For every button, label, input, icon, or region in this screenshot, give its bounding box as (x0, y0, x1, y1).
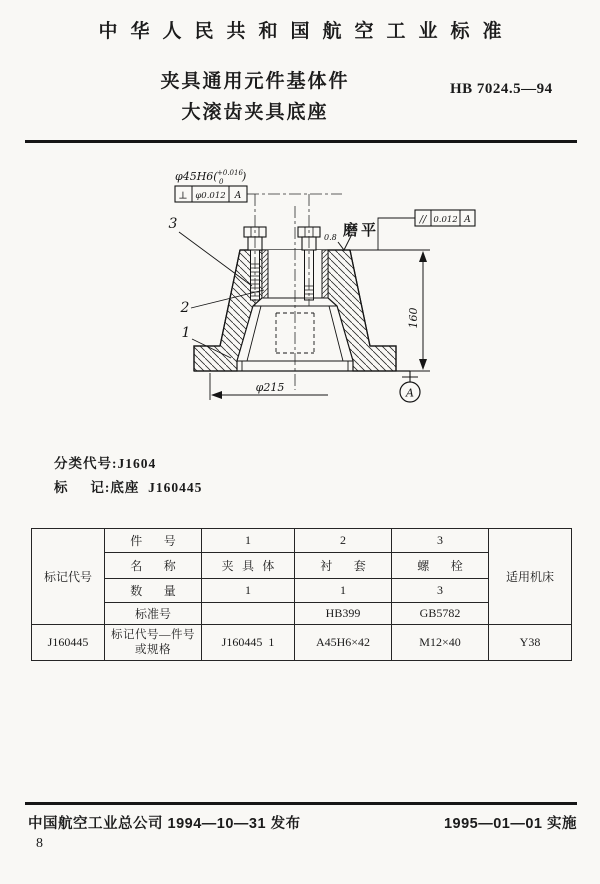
fcf-perp-datum: A (234, 191, 242, 201)
roughness-value: 0.8 (324, 233, 337, 242)
document-title (60, 66, 450, 128)
part3-qty: 3 (392, 579, 489, 603)
row-header-spec-line2: 或规格 (135, 643, 171, 656)
machine-value: Y38 (489, 625, 572, 661)
row-header-spec-line1: 标记代号—件号 (111, 628, 195, 641)
bore-tol-lower: 0 (219, 178, 224, 186)
implementation-line: 1995—01—01 实施 (443, 816, 577, 832)
part3-name: 螺栓 (392, 553, 489, 579)
standard-number: HB 7024.5—94 (450, 81, 553, 97)
part3-standard: GB5782 (392, 603, 489, 625)
perpendicularity-icon: ⊥ (178, 190, 188, 202)
bore-dim-text: φ45H6( (175, 170, 218, 183)
height-dim-text: 160 (407, 307, 420, 329)
part1-standard (202, 603, 295, 625)
part2-qty: 1 (295, 579, 392, 603)
bore-tol-upper: +0.016 (217, 169, 243, 177)
row-header-spec (105, 625, 202, 661)
fcf-perp-tolerance: φ0.012 (195, 191, 226, 201)
fcf-par-datum: A (464, 215, 471, 225)
header-rule (25, 140, 577, 143)
bore-dim-close: ) (242, 170, 247, 183)
technical-drawing (128, 148, 488, 428)
grind-label: 磨平 (343, 223, 380, 239)
corner-header-cell: 标记代号 (32, 529, 105, 625)
part2-name: 衬套 (295, 553, 392, 579)
parallelism-icon: // (419, 214, 427, 226)
part2-standard: HB399 (295, 603, 392, 625)
part3-no: 3 (392, 529, 489, 553)
machine-header-cell: 适用机床 (489, 529, 572, 625)
row-header-name: 名称 (105, 553, 202, 579)
table-row (32, 625, 572, 661)
part2-spec: A45H6×42 (295, 625, 392, 661)
row-header-standard: 标准号 (105, 603, 202, 625)
publisher-line: 中国航空工业总公司 1994—10—31 发布 (28, 816, 301, 832)
dim-height-160 (396, 252, 430, 371)
part3-spec: M12×40 (392, 625, 489, 661)
title-line-2: 大滚齿夹具底座 (181, 102, 329, 123)
bore-dimension (175, 169, 246, 186)
part1-qty: 1 (202, 579, 295, 603)
marking-code-value: J160445 (32, 625, 105, 661)
part-2-label: 2 (180, 300, 190, 316)
base-dia-text: φ215 (255, 381, 285, 394)
fcf-parallelism (378, 210, 475, 250)
part2-no: 2 (295, 529, 392, 553)
part-1-label: 1 (181, 325, 191, 341)
fcf-perpendicularity (175, 186, 247, 202)
part1-no: 1 (202, 529, 295, 553)
datum-a-symbol (400, 371, 420, 402)
row-header-part-no: 件号 (105, 529, 202, 553)
part1-name: 夹具体 (202, 553, 295, 579)
part1-spec: J160445 1 (202, 625, 295, 661)
classification-code-line: 分类代号:J1604 (54, 456, 157, 471)
marking-line: 标 记:底座 J160445 (54, 480, 203, 495)
datum-label: A (406, 386, 414, 400)
dim-base-diameter (210, 373, 328, 400)
standard-name-heading: 中华人民共和国航空工业标准 (98, 21, 515, 42)
table-row (32, 529, 572, 553)
part-3-label: 3 (168, 216, 178, 232)
fcf-par-tolerance: 0.012 (433, 215, 458, 225)
page-number: 8 (36, 836, 43, 851)
footer-rule (25, 802, 577, 805)
parts-table (31, 528, 572, 661)
title-line-1: 夹具通用元件基体件 (160, 71, 350, 92)
surface-finish-mark (324, 221, 379, 250)
row-header-qty: 数量 (105, 579, 202, 603)
